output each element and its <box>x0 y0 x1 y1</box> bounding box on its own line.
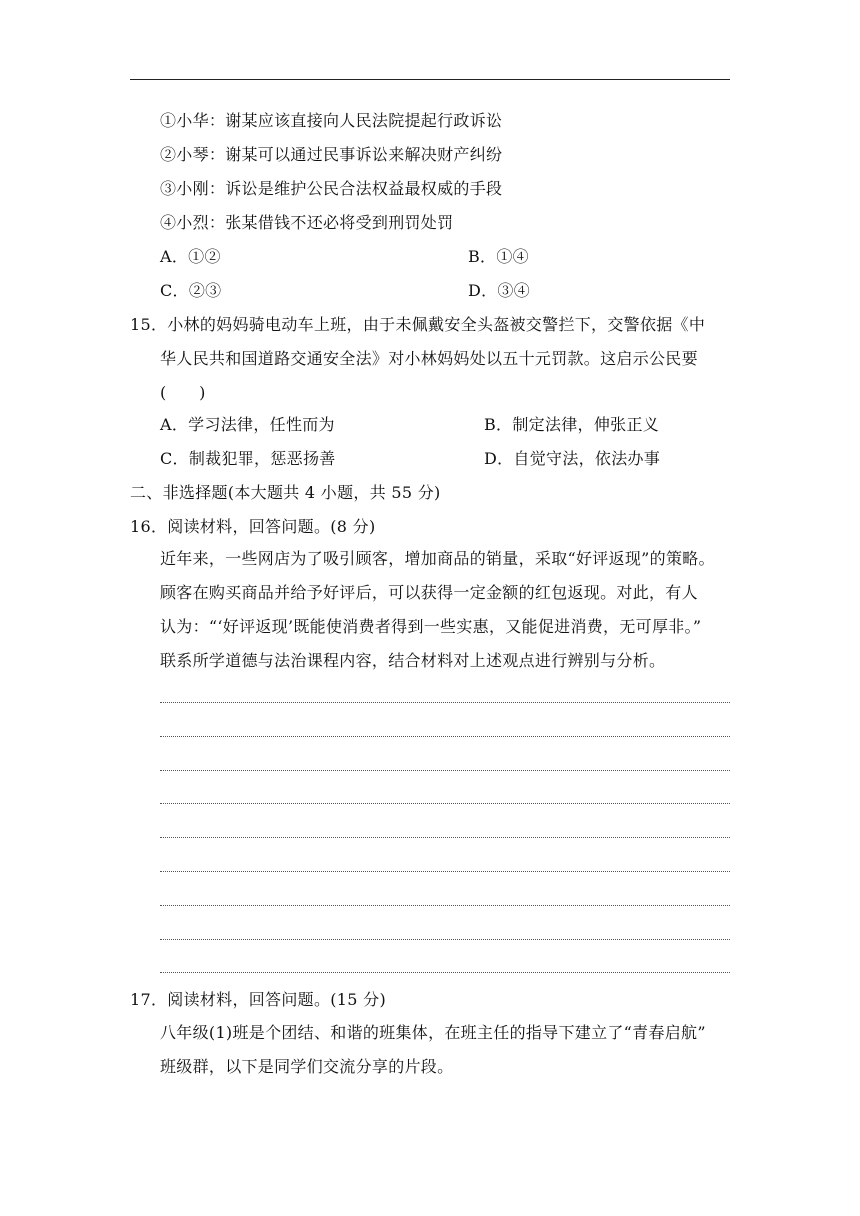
answer-line[interactable] <box>160 736 730 737</box>
q16-material: 顾客在购买商品并给予好评后，可以获得一定金额的红包返现。对此，有人 <box>160 583 698 602</box>
header-rule <box>130 79 730 80</box>
q17-material: 八年级(1)班是个团结、和谐的班集体，在班主任的指导下建立了“青春启航” <box>160 1023 706 1042</box>
q15-option-c: C．制裁犯罪，惩恶扬善 <box>160 449 336 468</box>
q15-option-d: D．自觉守法，依法办事 <box>484 449 661 468</box>
q14-option-c: C．②③ <box>160 281 222 300</box>
section-heading: 二、非选择题(本大题共 4 小题，共 55 分) <box>130 483 441 502</box>
q16-material: 认为：“‘好评返现’既能使消费者得到一些实惠，又能促进消费，无可厚非。” <box>160 617 702 636</box>
q16-material: 联系所学道德与法治课程内容，结合材料对上述观点进行辨别与分析。 <box>160 651 666 670</box>
q16-title: 16．阅读材料，回答问题。(8 分) <box>130 517 376 536</box>
q15-option-a: A．学习法律，任性而为 <box>160 415 335 434</box>
q15-answer-blank: ( ) <box>160 383 206 402</box>
q14-statement: ④小烈：张某借钱不还必将受到刑罚处罚 <box>160 213 454 232</box>
q17-material: 班级群，以下是同学们交流分享的片段。 <box>160 1057 454 1076</box>
q15-option-b: B．制定法律，伸张正义 <box>484 415 660 434</box>
answer-line[interactable] <box>160 871 730 872</box>
answer-line[interactable] <box>160 803 730 804</box>
answer-line[interactable] <box>160 939 730 940</box>
q14-option-d: D．③④ <box>468 281 531 300</box>
q16-material: 近年来，一些网店为了吸引顾客，增加商品的销量，采取“好评返现”的策略。 <box>160 549 715 568</box>
q15-stem: 15．小林的妈妈骑电动车上班，由于未佩戴安全头盔被交警拦下，交警依据《中 <box>130 315 706 334</box>
q14-statement: ②小琴：谢某可以通过民事诉讼来解决财产纠纷 <box>160 145 503 164</box>
q17-title: 17．阅读材料，回答问题。(15 分) <box>130 990 386 1009</box>
q14-statement: ③小刚：诉讼是维护公民合法权益最权威的手段 <box>160 179 503 198</box>
q14-option-a: A．①② <box>160 247 221 266</box>
q14-option-b: B．①④ <box>468 247 529 266</box>
q14-statement: ①小华：谢某应该直接向人民法院提起行政诉讼 <box>160 111 503 130</box>
answer-line[interactable] <box>160 702 730 703</box>
answer-line[interactable] <box>160 972 730 973</box>
q15-stem: 华人民共和国道路交通安全法》对小林妈妈处以五十元罚款。这启示公民要 <box>160 349 698 368</box>
answer-line[interactable] <box>160 837 730 838</box>
answer-line[interactable] <box>160 905 730 906</box>
answer-line[interactable] <box>160 770 730 771</box>
